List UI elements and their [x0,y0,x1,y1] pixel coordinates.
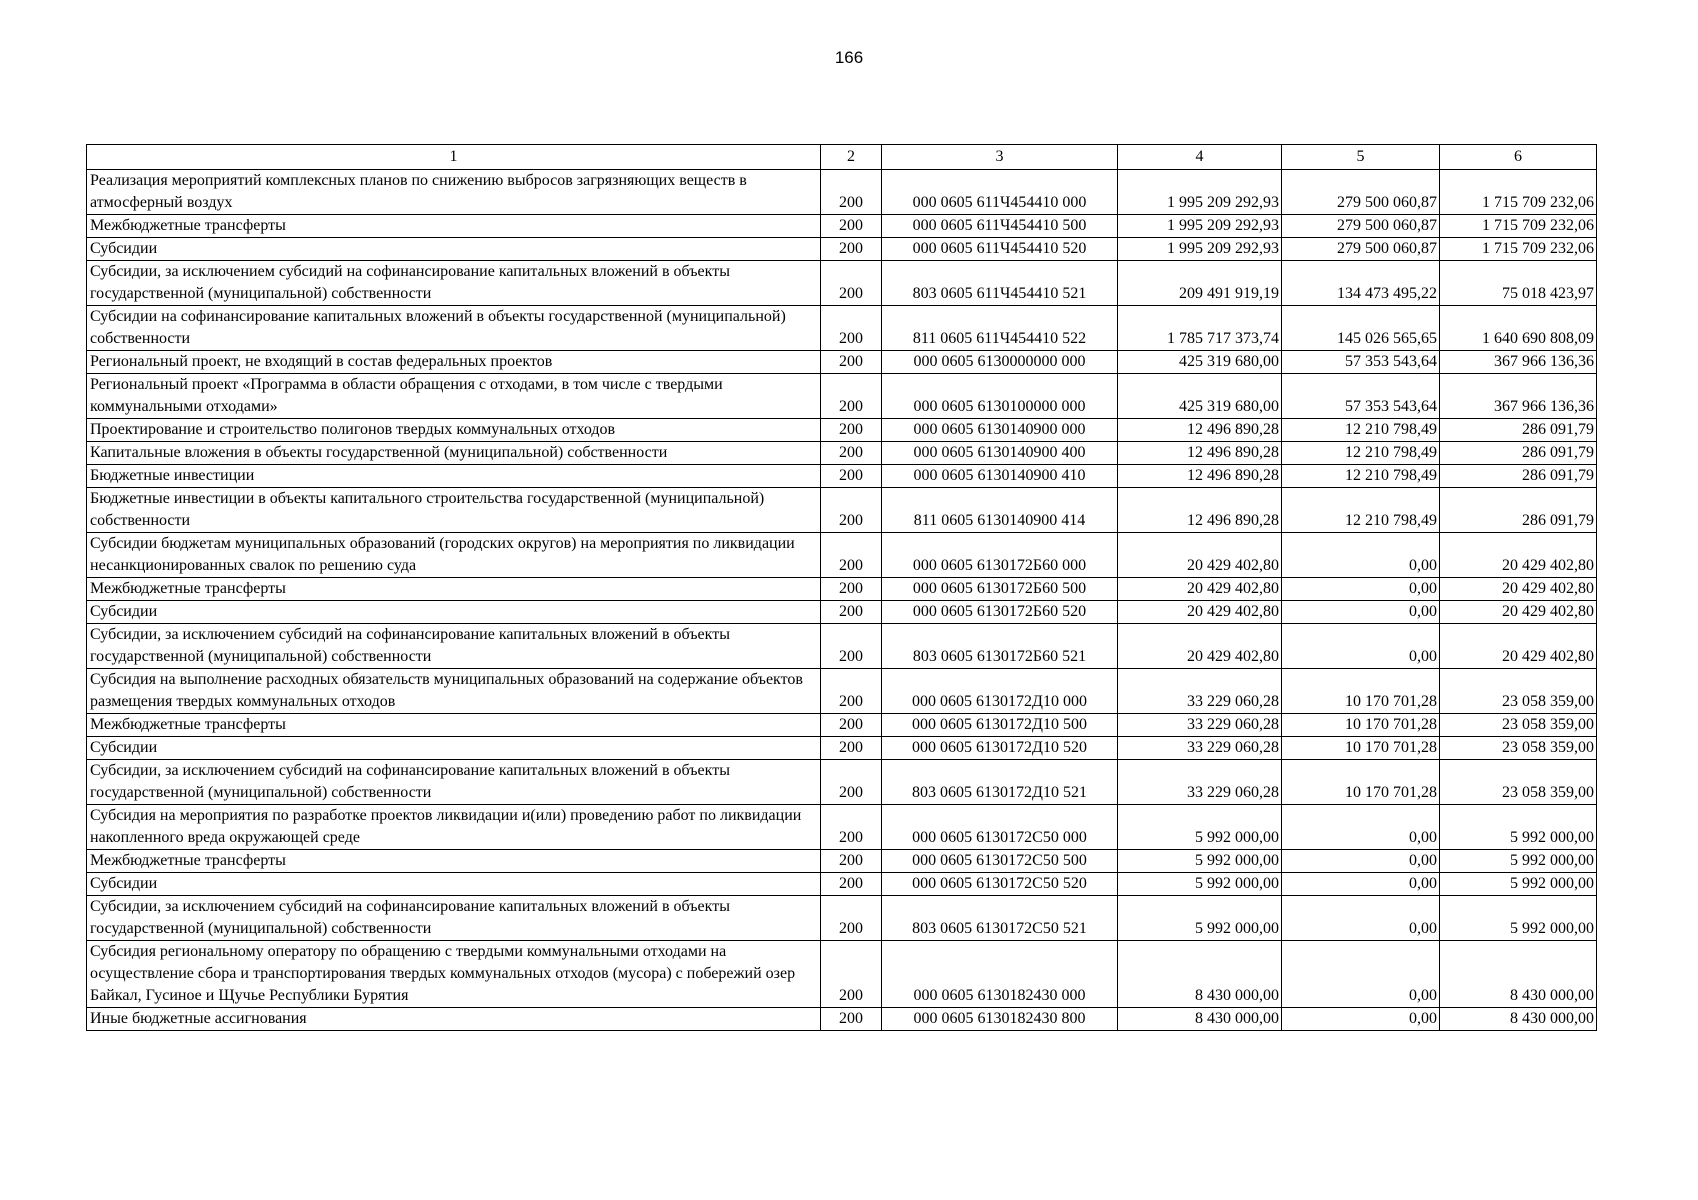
budget-table [86,144,1597,1031]
row-code: 200 [821,215,882,238]
table-body [87,170,1597,1031]
table-row [87,533,1597,578]
row-value-4: 1 995 209 292,93 [1118,215,1282,238]
row-kbk: 803 0605 611Ч454410 521 [882,261,1118,306]
row-name: Субсидии, за исключением субсидий на софинансирование капитальных вложений в объекты государственной (муниципальной) собственности [87,760,821,805]
row-value-6: 367 966 136,36 [1440,351,1597,374]
table-row [87,578,1597,601]
row-name: Субсидии, за исключением субсидий на софинансирование капитальных вложений в объекты государственной (муниципальной) собственности [87,261,821,306]
header-row [87,145,1597,170]
row-value-5: 10 170 701,28 [1282,760,1440,805]
row-name: Бюджетные инвестиции в объекты капитального строительства государственной (муниципальной) собственности [87,488,821,533]
row-value-4: 425 319 680,00 [1118,374,1282,419]
row-code: 200 [821,238,882,261]
row-value-5: 10 170 701,28 [1282,714,1440,737]
row-value-5: 134 473 495,22 [1282,261,1440,306]
row-code: 200 [821,601,882,624]
row-value-6: 20 429 402,80 [1440,533,1597,578]
row-value-5: 145 026 565,65 [1282,306,1440,351]
row-code: 200 [821,465,882,488]
row-kbk: 000 0605 6130182430 000 [882,941,1118,1008]
row-value-5: 0,00 [1282,896,1440,941]
row-code: 200 [821,714,882,737]
row-code: 200 [821,760,882,805]
row-code: 200 [821,170,882,215]
row-value-4: 5 992 000,00 [1118,873,1282,896]
row-value-4: 209 491 919,19 [1118,261,1282,306]
row-code: 200 [821,941,882,1008]
row-name: Проектирование и строительство полигонов твердых коммунальных отходов [87,419,821,442]
row-value-4: 1 785 717 373,74 [1118,306,1282,351]
row-value-4: 20 429 402,80 [1118,578,1282,601]
row-value-6: 20 429 402,80 [1440,601,1597,624]
row-kbk: 000 0605 6130172Б60 500 [882,578,1118,601]
row-value-4: 5 992 000,00 [1118,805,1282,850]
row-value-6: 5 992 000,00 [1440,850,1597,873]
row-value-6: 286 091,79 [1440,419,1597,442]
table-row [87,941,1597,1008]
row-code: 200 [821,896,882,941]
row-name: Региональный проект, не входящий в состав федеральных проектов [87,351,821,374]
row-kbk: 000 0605 6130140900 400 [882,442,1118,465]
row-name: Межбюджетные трансферты [87,215,821,238]
row-code: 200 [821,850,882,873]
row-value-6: 1 715 709 232,06 [1440,238,1597,261]
table-row [87,714,1597,737]
row-code: 200 [821,351,882,374]
row-value-5: 0,00 [1282,533,1440,578]
row-kbk: 811 0605 611Ч454410 522 [882,306,1118,351]
row-kbk: 000 0605 611Ч454410 520 [882,238,1118,261]
row-value-6: 367 966 136,36 [1440,374,1597,419]
row-value-4: 12 496 890,28 [1118,442,1282,465]
row-kbk: 000 0605 6130172С50 520 [882,873,1118,896]
row-kbk: 803 0605 6130172Б60 521 [882,624,1118,669]
row-name: Бюджетные инвестиции [87,465,821,488]
row-value-5: 279 500 060,87 [1282,238,1440,261]
table-row [87,896,1597,941]
row-value-6: 20 429 402,80 [1440,578,1597,601]
row-value-5: 10 170 701,28 [1282,737,1440,760]
row-code: 200 [821,805,882,850]
table-row [87,488,1597,533]
row-code: 200 [821,374,882,419]
row-value-5: 0,00 [1282,941,1440,1008]
row-name: Субсидии [87,238,821,261]
row-value-6: 8 430 000,00 [1440,941,1597,1008]
row-name: Межбюджетные трансферты [87,850,821,873]
row-kbk: 000 0605 6130000000 000 [882,351,1118,374]
row-value-6: 286 091,79 [1440,465,1597,488]
row-kbk: 811 0605 6130140900 414 [882,488,1118,533]
row-code: 200 [821,419,882,442]
row-value-5: 0,00 [1282,578,1440,601]
row-code: 200 [821,488,882,533]
row-value-6: 1 715 709 232,06 [1440,215,1597,238]
row-code: 200 [821,306,882,351]
table-row [87,351,1597,374]
row-value-4: 33 229 060,28 [1118,669,1282,714]
header-col-1: 1 [87,145,821,170]
row-value-6: 8 430 000,00 [1440,1008,1597,1031]
row-name: Субсидии, за исключением субсидий на софинансирование капитальных вложений в объекты государственной (муниципальной) собственности [87,896,821,941]
row-value-4: 1 995 209 292,93 [1118,170,1282,215]
row-value-5: 12 210 798,49 [1282,488,1440,533]
row-name: Субсидии на софинансирование капитальных вложений в объекты государственной (муниципальной) собственности [87,306,821,351]
row-code: 200 [821,624,882,669]
row-kbk: 000 0605 6130172Б60 520 [882,601,1118,624]
row-value-5: 0,00 [1282,873,1440,896]
row-name: Субсидии [87,601,821,624]
row-code: 200 [821,442,882,465]
row-name: Субсидия региональному оператору по обращению с твердыми коммунальными отходами на осуществление сбора и транспортирования твердых коммунальных отходов (мусора) с побережий озер Байкал, Гусиное и Щучье Республики Бурятия [87,941,821,1008]
table-row [87,215,1597,238]
row-value-5: 57 353 543,64 [1282,351,1440,374]
row-name: Субсидия на выполнение расходных обязательств муниципальных образований на содержание объектов размещения твердых коммунальных отходов [87,669,821,714]
row-name: Региональный проект «Программа в области обращения с отходами, в том числе с твердыми коммунальными отходами» [87,374,821,419]
header-col-6: 6 [1440,145,1597,170]
row-value-5: 0,00 [1282,624,1440,669]
table-row [87,737,1597,760]
row-code: 200 [821,533,882,578]
row-value-5: 279 500 060,87 [1282,170,1440,215]
row-value-4: 20 429 402,80 [1118,601,1282,624]
row-kbk: 803 0605 6130172Д10 521 [882,760,1118,805]
row-kbk: 000 0605 6130100000 000 [882,374,1118,419]
row-name: Межбюджетные трансферты [87,578,821,601]
table-row [87,669,1597,714]
row-value-4: 12 496 890,28 [1118,488,1282,533]
table-row [87,624,1597,669]
row-value-4: 33 229 060,28 [1118,760,1282,805]
row-value-5: 279 500 060,87 [1282,215,1440,238]
row-value-4: 33 229 060,28 [1118,737,1282,760]
row-name: Субсидии, за исключением субсидий на софинансирование капитальных вложений в объекты государственной (муниципальной) собственности [87,624,821,669]
row-value-6: 286 091,79 [1440,488,1597,533]
row-kbk: 000 0605 6130172С50 500 [882,850,1118,873]
row-value-6: 5 992 000,00 [1440,805,1597,850]
row-value-6: 23 058 359,00 [1440,760,1597,805]
row-kbk: 803 0605 6130172С50 521 [882,896,1118,941]
table-row [87,170,1597,215]
row-value-5: 0,00 [1282,850,1440,873]
table-row [87,238,1597,261]
table-row [87,261,1597,306]
row-value-6: 1 640 690 808,09 [1440,306,1597,351]
row-value-4: 1 995 209 292,93 [1118,238,1282,261]
row-name: Субсидии [87,737,821,760]
row-value-6: 5 992 000,00 [1440,896,1597,941]
row-kbk: 000 0605 611Ч454410 500 [882,215,1118,238]
row-value-4: 20 429 402,80 [1118,624,1282,669]
row-name: Иные бюджетные ассигнования [87,1008,821,1031]
row-kbk: 000 0605 6130172Д10 000 [882,669,1118,714]
row-value-4: 33 229 060,28 [1118,714,1282,737]
row-value-5: 57 353 543,64 [1282,374,1440,419]
row-kbk: 000 0605 6130172Д10 500 [882,714,1118,737]
table-row [87,465,1597,488]
row-code: 200 [821,261,882,306]
row-value-4: 20 429 402,80 [1118,533,1282,578]
table-row [87,1008,1597,1031]
header-col-3: 3 [882,145,1118,170]
row-value-4: 5 992 000,00 [1118,896,1282,941]
table-row [87,306,1597,351]
row-kbk: 000 0605 6130172С50 000 [882,805,1118,850]
row-kbk: 000 0605 6130182430 800 [882,1008,1118,1031]
row-name: Субсидия на мероприятия по разработке проектов ликвидации и(или) проведению работ по ликвидации накопленного вреда окружающей среде [87,805,821,850]
row-value-4: 425 319 680,00 [1118,351,1282,374]
row-code: 200 [821,1008,882,1031]
row-value-5: 10 170 701,28 [1282,669,1440,714]
row-kbk: 000 0605 6130172Д10 520 [882,737,1118,760]
row-value-5: 0,00 [1282,601,1440,624]
row-value-6: 20 429 402,80 [1440,624,1597,669]
row-value-6: 286 091,79 [1440,442,1597,465]
row-kbk: 000 0605 611Ч454410 000 [882,170,1118,215]
row-value-5: 0,00 [1282,805,1440,850]
row-value-5: 12 210 798,49 [1282,442,1440,465]
row-value-6: 5 992 000,00 [1440,873,1597,896]
row-value-6: 75 018 423,97 [1440,261,1597,306]
row-code: 200 [821,737,882,760]
row-value-6: 23 058 359,00 [1440,714,1597,737]
header-col-2: 2 [821,145,882,170]
row-kbk: 000 0605 6130140900 410 [882,465,1118,488]
table-row [87,442,1597,465]
table-row [87,374,1597,419]
row-value-6: 1 715 709 232,06 [1440,170,1597,215]
row-value-5: 0,00 [1282,1008,1440,1031]
row-code: 200 [821,578,882,601]
header-col-4: 4 [1118,145,1282,170]
row-name: Субсидии бюджетам муниципальных образований (городских округов) на мероприятия по ликвидации несанкционированных свалок по решению суда [87,533,821,578]
row-value-4: 12 496 890,28 [1118,465,1282,488]
row-name: Межбюджетные трансферты [87,714,821,737]
table-row [87,805,1597,850]
row-value-6: 23 058 359,00 [1440,737,1597,760]
table-row [87,850,1597,873]
table-row [87,760,1597,805]
table-row [87,873,1597,896]
row-value-5: 12 210 798,49 [1282,465,1440,488]
header-col-5: 5 [1282,145,1440,170]
row-name: Субсидии [87,873,821,896]
row-kbk: 000 0605 6130140900 000 [882,419,1118,442]
page-number: 166 [834,48,864,67]
row-value-6: 23 058 359,00 [1440,669,1597,714]
row-value-5: 12 210 798,49 [1282,419,1440,442]
row-value-4: 5 992 000,00 [1118,850,1282,873]
row-name: Реализация мероприятий комплексных планов по снижению выбросов загрязняющих веществ в атмосферный воздух [87,170,821,215]
row-value-4: 8 430 000,00 [1118,1008,1282,1031]
table-row [87,419,1597,442]
row-value-4: 8 430 000,00 [1118,941,1282,1008]
row-name: Капитальные вложения в объекты государственной (муниципальной) собственности [87,442,821,465]
row-code: 200 [821,669,882,714]
row-kbk: 000 0605 6130172Б60 000 [882,533,1118,578]
table-row [87,601,1597,624]
row-code: 200 [821,873,882,896]
row-value-4: 12 496 890,28 [1118,419,1282,442]
